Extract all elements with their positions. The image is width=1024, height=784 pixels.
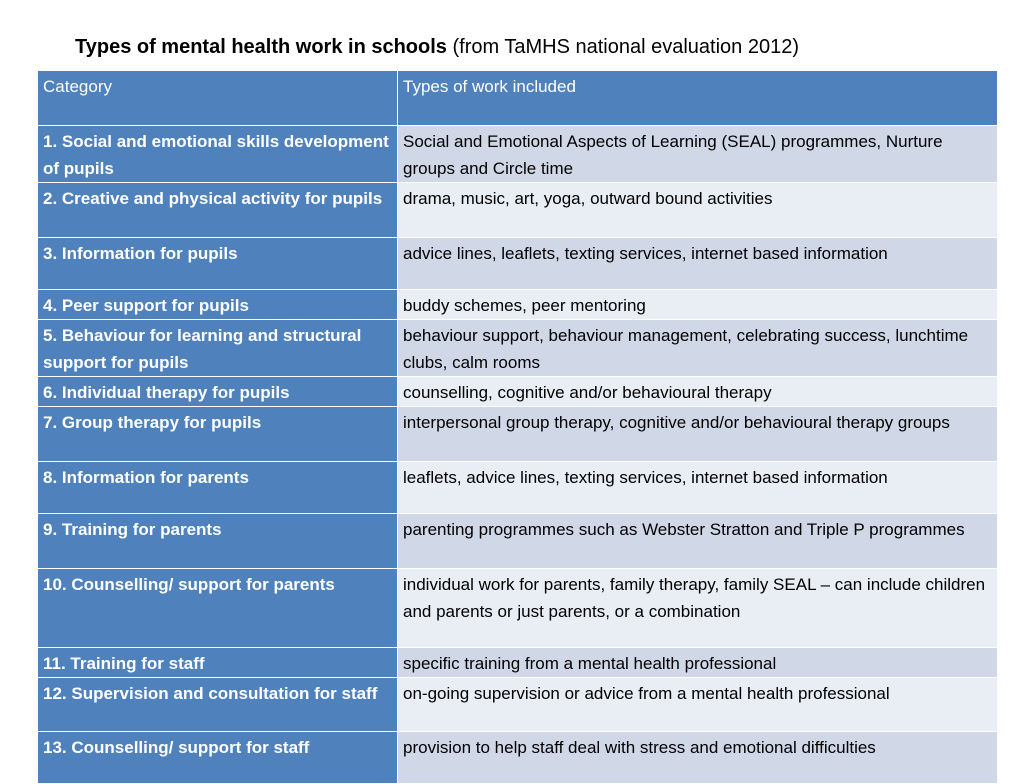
page-title bbox=[75, 36, 799, 59]
table-row bbox=[38, 732, 998, 784]
category-cell: 9. Training for parents bbox=[38, 514, 398, 569]
category-cell: 2. Creative and physical activity for pupils bbox=[38, 183, 398, 238]
table-row bbox=[38, 377, 998, 407]
work-cell: interpersonal group therapy, cognitive and/or behavioural therapy groups bbox=[398, 407, 998, 462]
table-header-row bbox=[38, 71, 998, 126]
work-cell: specific training from a mental health professional bbox=[398, 648, 998, 678]
work-cell: behaviour support, behaviour management, celebrating success, lunchtime clubs, calm rooms bbox=[398, 320, 998, 377]
table-row bbox=[38, 569, 998, 648]
category-cell: 12. Supervision and consultation for staff bbox=[38, 678, 398, 732]
category-cell: 13. Counselling/ support for staff bbox=[38, 732, 398, 784]
table-row bbox=[38, 183, 998, 238]
work-cell: provision to help staff deal with stress and emotional difficulties bbox=[398, 732, 998, 784]
work-types-table bbox=[37, 70, 998, 784]
table-row bbox=[38, 462, 998, 514]
work-cell: parenting programmes such as Webster Stratton and Triple P programmes bbox=[398, 514, 998, 569]
category-cell: 1. Social and emotional skills development of pupils bbox=[38, 126, 398, 183]
category-cell: 10. Counselling/ support for parents bbox=[38, 569, 398, 648]
category-cell: 7. Group therapy for pupils bbox=[38, 407, 398, 462]
table-row bbox=[38, 238, 998, 290]
table-row bbox=[38, 407, 998, 462]
table-row bbox=[38, 648, 998, 678]
header-work: Types of work included bbox=[398, 71, 998, 126]
category-cell: 8. Information for parents bbox=[38, 462, 398, 514]
work-cell: counselling, cognitive and/or behavioural therapy bbox=[398, 377, 998, 407]
work-cell: individual work for parents, family therapy, family SEAL – can include children and parents or just parents, or a combination bbox=[398, 569, 998, 648]
table-row bbox=[38, 290, 998, 320]
header-category: Category bbox=[38, 71, 398, 126]
table-row bbox=[38, 678, 998, 732]
work-cell: drama, music, art, yoga, outward bound activities bbox=[398, 183, 998, 238]
category-cell: 4. Peer support for pupils bbox=[38, 290, 398, 320]
work-cell: leaflets, advice lines, texting services, internet based information bbox=[398, 462, 998, 514]
work-cell: on-going supervision or advice from a mental health professional bbox=[398, 678, 998, 732]
category-cell: 3. Information for pupils bbox=[38, 238, 398, 290]
work-cell: Social and Emotional Aspects of Learning (SEAL) programmes, Nurture groups and Circle time bbox=[398, 126, 998, 183]
work-cell: buddy schemes, peer mentoring bbox=[398, 290, 998, 320]
table-row bbox=[38, 514, 998, 569]
table-row bbox=[38, 320, 998, 377]
work-cell: advice lines, leaflets, texting services, internet based information bbox=[398, 238, 998, 290]
table-row bbox=[38, 126, 998, 183]
page-title-source: (from TaMHS national evaluation 2012) bbox=[446, 36, 799, 58]
category-cell: 5. Behaviour for learning and structural support for pupils bbox=[38, 320, 398, 377]
category-cell: 6. Individual therapy for pupils bbox=[38, 377, 398, 407]
page-title-bold: Types of mental health work in schools bbox=[75, 36, 447, 58]
category-cell: 11. Training for staff bbox=[38, 648, 398, 678]
